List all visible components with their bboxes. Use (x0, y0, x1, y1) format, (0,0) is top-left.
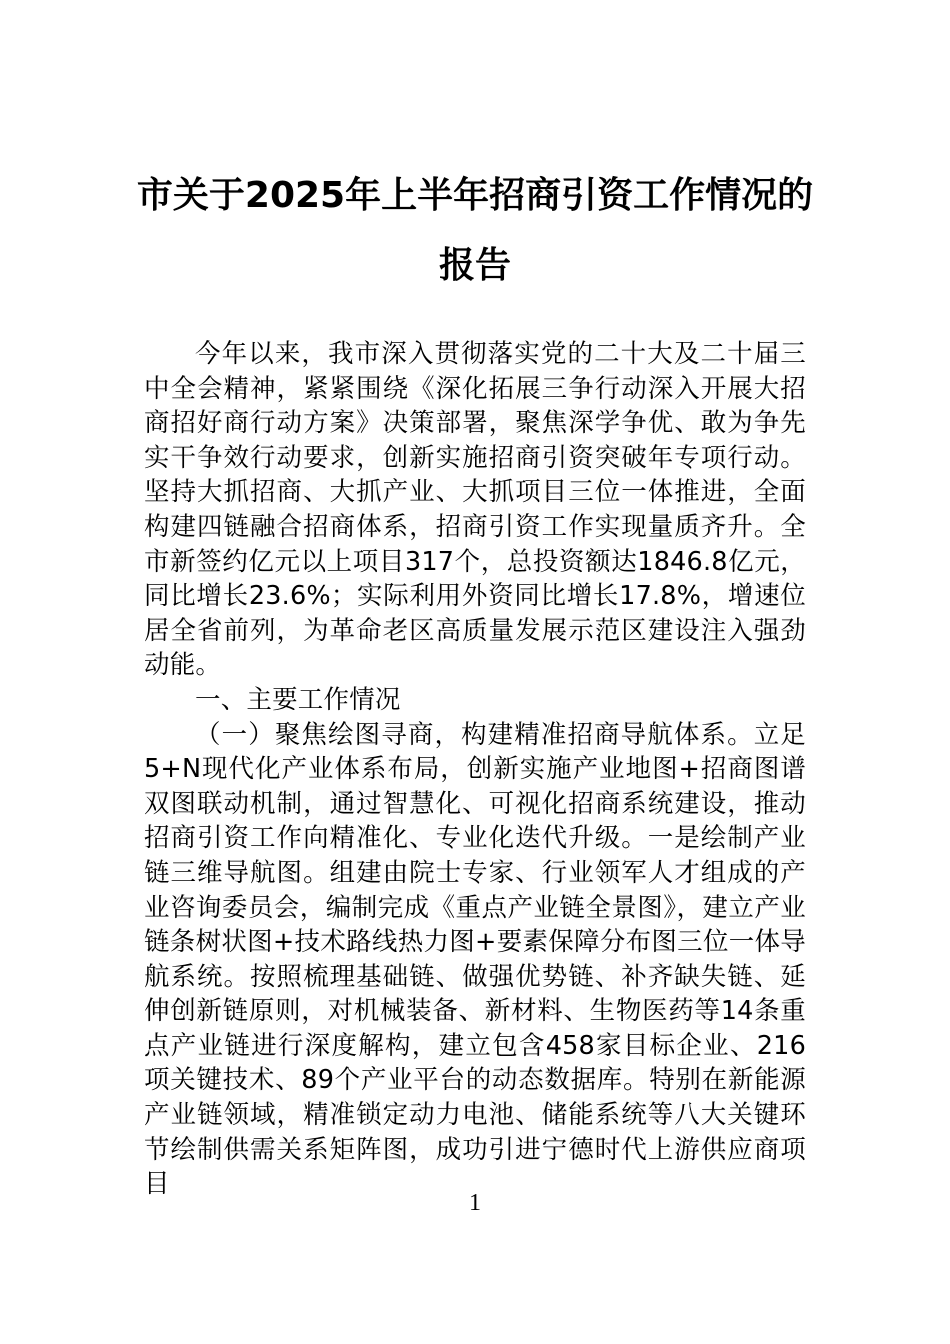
intro-paragraph: 今年以来，我市深入贯彻落实党的二十大及二十届三中全会精神，紧紧围绕《深化拓展三争行动深入开展大招商招好商行动方案》决策部署，聚焦深学争优、敢为争先实干争效行动要求，创新实施招商引资突破年专项行动。坚持大抓招商、大抓产业、大抓项目三位一体推进，全面构建四链融合招商体系，招商引资工作实现量质齐升。全市新签约亿元以上项目317个，总投资额达1846.8亿元，同比增长23.6%；实际利用外资同比增长17.8%，增速位居全省前列，为革命老区高质量发展示范区建设注入强劲动能。 (144, 339, 806, 681)
page-number: 1 (469, 1190, 481, 1216)
subsection-paragraph: （一）聚焦绘图寻商，构建精准招商导航体系。立足5+N现代化产业体系布局，创新实施产业地图+招商图谱双图联动机制，通过智慧化、可视化招商系统建设，推动招商引资工作向精准化、专业化迭代升级。一是绘制产业链三维导航图。组建由院士专家、行业领军人才组成的产业咨询委员会，编制完成《重点产业链全景图》，建立产业链条树状图+技术路线热力图+要素保障分布图三位一体导航系统。按照梳理基础链、做强优势链、补齐缺失链、延伸创新链原则，对机械装备、新材料、生物医药等14条重点产业链进行深度解构，建立包含458家目标企业、216项关键技术、89个产业平台的动态数据库。特别在新能源产业链领域，精准锁定动力电池、储能系统等八大关键环节绘制供需关系矩阵图，成功引进宁德时代上游供应商项目 (144, 719, 806, 1200)
document-body (144, 337, 806, 1202)
section-heading: 一、主要工作情况 (195, 684, 401, 715)
document-title-line-2: 报告 (438, 245, 511, 286)
document-title-line-1: 市关于2025年上半年招商引资工作情况的 (136, 175, 814, 216)
